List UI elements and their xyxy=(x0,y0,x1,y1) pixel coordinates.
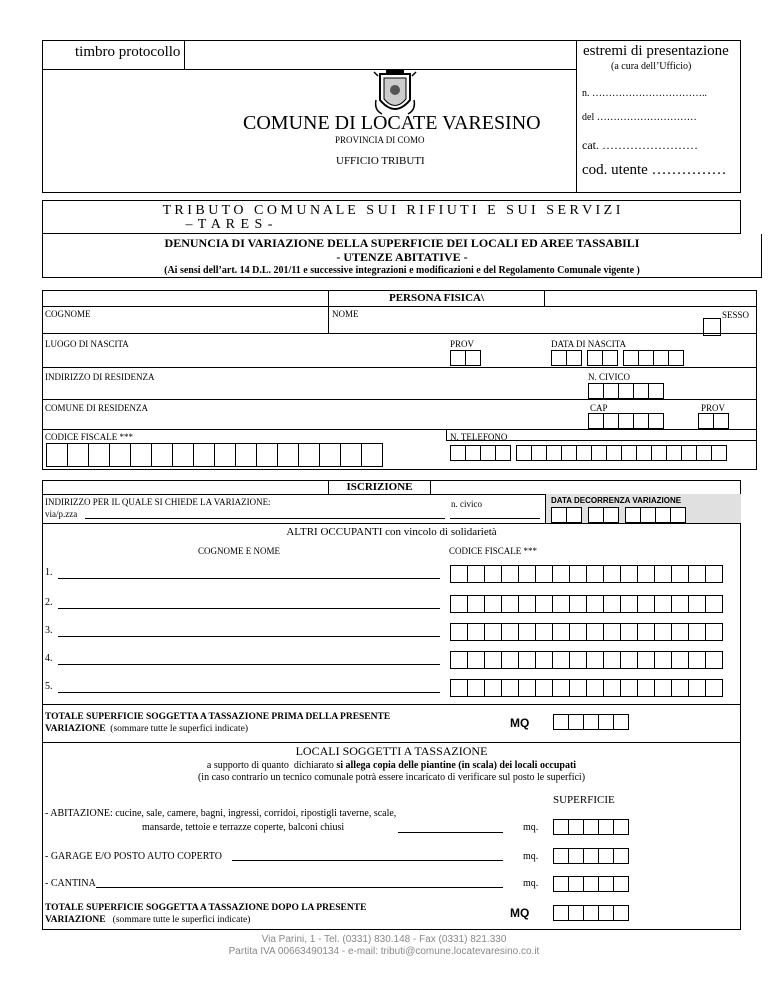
label-via: via/p.zza xyxy=(45,509,78,519)
ai-sensi: (Ai sensi dell’art. 14 D.L. 201/11 e successive integrazioni e modificazioni e del Regolamento Comunale vigente ) xyxy=(164,265,640,276)
occupante-cf-boxes[interactable] xyxy=(450,595,723,613)
occupante-number: 4. xyxy=(45,653,53,664)
abitazione-mq: mq. xyxy=(523,822,539,833)
tares-title: – T A R E S - xyxy=(185,217,274,232)
label-data-nascita: DATA DI NASCITA xyxy=(551,339,627,349)
label-cognome: COGNOME xyxy=(45,309,91,319)
cognome-divider xyxy=(328,306,329,333)
prov2-boxes[interactable] xyxy=(698,413,729,429)
altri-line xyxy=(42,523,741,524)
row-line-4 xyxy=(42,429,757,430)
persona-header-line xyxy=(42,306,757,307)
locali-sub2: (in caso contrario un tecnico comunale potrà essere incaricato di verificare sul posto le superfici) xyxy=(197,772,586,783)
totale1-line1: TOTALE SUPERFICIE SOGGETTA A TASSAZIONE PRIMA DELLA PRESENTE xyxy=(45,712,391,722)
garage-line xyxy=(232,860,503,861)
decorrenza-boxes[interactable] xyxy=(551,507,686,523)
timbro-protocollo: timbro protocollo xyxy=(75,44,181,60)
comune-title: COMUNE DI LOCATE VARESINO xyxy=(243,112,541,134)
label-iscrizione-civico: n. civico xyxy=(451,499,482,509)
locali-sub1 xyxy=(42,760,741,771)
occupante-name-line[interactable] xyxy=(58,692,440,693)
label-sesso: SESSO xyxy=(722,310,750,320)
label-superficie: SUPERFICIE xyxy=(553,794,615,806)
totale1-variazione: VARIAZIONE xyxy=(45,724,106,734)
garage-label: - GARAGE E/O POSTO AUTO COPERTO xyxy=(45,851,222,862)
estremi-presentazione: estremi di presentazione xyxy=(583,43,729,59)
label-comune-residenza: COMUNE DI RESIDENZA xyxy=(45,403,148,413)
occupante-cf-boxes[interactable] xyxy=(450,565,723,583)
totale2-mq: MQ xyxy=(510,906,530,920)
telefono-boxes[interactable] xyxy=(450,445,727,461)
totale1-boxes[interactable] xyxy=(553,714,629,730)
altri-occupanti: ALTRI OCCUPANTI con vincolo di solidarietà xyxy=(286,526,497,538)
utenze-title: - UTENZE ABITATIVE - xyxy=(336,250,468,264)
cantina-boxes[interactable] xyxy=(553,876,629,892)
occupante-cf-boxes[interactable] xyxy=(450,679,723,697)
label-indirizzo-variazione: INDIRIZZO PER IL QUALE SI CHIEDE LA VARIAZIONE: xyxy=(45,497,271,507)
abitazione-line1: - ABITAZIONE: cucine, sale, camere, bagni, ingressi, corridoi, ripostigli taverne, scale, xyxy=(45,808,397,819)
field-cod-utente: cod. utente …………… xyxy=(582,162,727,178)
label-indirizzo: INDIRIZZO DI RESIDENZA xyxy=(45,372,155,382)
occupante-number: 2. xyxy=(45,597,53,608)
tributo-title: T R I B U T O C O M U N A L E S U I R I F I U T I E S U I S E R V I Z I xyxy=(162,203,621,218)
provincia: PROVINCIA DI COMO xyxy=(335,135,425,145)
cap-boxes[interactable] xyxy=(588,413,664,429)
label-telefono: N. TELEFONO xyxy=(450,432,508,442)
abitazione-line xyxy=(398,832,503,833)
occupante-name-line[interactable] xyxy=(58,578,440,579)
label-prov2: PROV xyxy=(701,403,726,413)
ufficio-tributi: UFFICIO TRIBUTI xyxy=(336,155,425,167)
civico-boxes[interactable] xyxy=(588,383,664,399)
totale1-mq: MQ xyxy=(510,716,530,730)
occupante-name-line[interactable] xyxy=(58,608,440,609)
abitazione-boxes[interactable] xyxy=(553,819,629,835)
prov-boxes[interactable] xyxy=(450,350,481,366)
row-line-1 xyxy=(42,333,757,334)
codice-fiscale-boxes[interactable] xyxy=(46,443,383,467)
tel-line xyxy=(446,440,757,441)
occupante-name-line[interactable] xyxy=(58,664,440,665)
occupante-name-line[interactable] xyxy=(58,636,440,637)
garage-mq: mq. xyxy=(523,851,539,862)
cantina-label: - CANTINA xyxy=(45,878,96,889)
cantina-mq: mq. xyxy=(523,878,539,889)
locali-sub1b: si allega copia delle piantine (in scala) dei locali occupati xyxy=(336,760,577,771)
label-cap: CAP xyxy=(590,403,608,413)
occupante-number: 5. xyxy=(45,681,53,692)
locali-heading: LOCALI SOGGETTI A TASSAZIONE xyxy=(295,744,488,758)
totale1-note: (sommare tutte le superfici indicate) xyxy=(105,724,248,734)
totale2-boxes[interactable] xyxy=(553,905,629,921)
totale2-line2 xyxy=(45,915,250,925)
iscrizione-heading: ISCRIZIONE xyxy=(346,481,413,493)
totale2-note: (sommare tutte le superfici indicate) xyxy=(105,915,251,925)
civico-line xyxy=(450,518,540,519)
label-civico: N. CIVICO xyxy=(588,372,630,382)
occupante-number: 1. xyxy=(45,567,53,578)
locali-sub1a: a supporto di quanto dichiarato xyxy=(206,760,337,771)
footer-line1: Via Parini, 1 - Tel. (0331) 830.148 - Fax (0331) 821.330 xyxy=(261,934,507,945)
label-nome: NOME xyxy=(332,309,359,319)
cantina-line xyxy=(96,887,503,888)
row-line-3 xyxy=(42,399,757,400)
label-cf-altri: CODICE FISCALE *** xyxy=(449,546,538,556)
totale2-variazione: VARIAZIONE xyxy=(45,915,106,925)
label-decorrenza: DATA DECORRENZA VARIAZIONE xyxy=(551,496,682,505)
denuncia-title: DENUNCIA DI VARIAZIONE DELLA SUPERFICIE DEI LOCALI ED AREE TASSABILI xyxy=(164,236,640,250)
totale2-line1: TOTALE SUPERFICIE SOGGETTA A TASSAZIONE DOPO LA PRESENTE xyxy=(45,903,367,913)
occupante-number: 3. xyxy=(45,625,53,636)
persona-heading: PERSONA FISICA\ xyxy=(388,292,485,304)
field-del: del ………………………… xyxy=(582,112,697,123)
field-n: n. …………………………….. xyxy=(582,88,707,99)
row-line-2 xyxy=(42,367,757,368)
via-line xyxy=(85,518,445,519)
abitazione-line2: mansarde, tettoie e terrazze coperte, balconi chiusi xyxy=(142,822,345,833)
label-prov: PROV xyxy=(450,339,475,349)
a-cura-ufficio: (a cura dell’Ufficio) xyxy=(611,61,692,72)
occupante-cf-boxes[interactable] xyxy=(450,651,723,669)
totale1-line2 xyxy=(45,724,248,734)
footer-line2: Partita IVA 00663490134 - e-mail: tributi@comune.locatevaresino.co.it xyxy=(228,946,540,957)
occupante-cf-boxes[interactable] xyxy=(450,623,723,641)
label-cognome-nome: COGNOME E NOME xyxy=(198,546,280,556)
field-cat: cat. …………………… xyxy=(582,138,698,152)
data-nascita-boxes[interactable] xyxy=(551,350,684,366)
garage-boxes[interactable] xyxy=(553,848,629,864)
label-codice-fiscale: CODICE FISCALE *** xyxy=(45,432,134,442)
label-luogo: LUOGO DI NASCITA xyxy=(45,339,129,349)
